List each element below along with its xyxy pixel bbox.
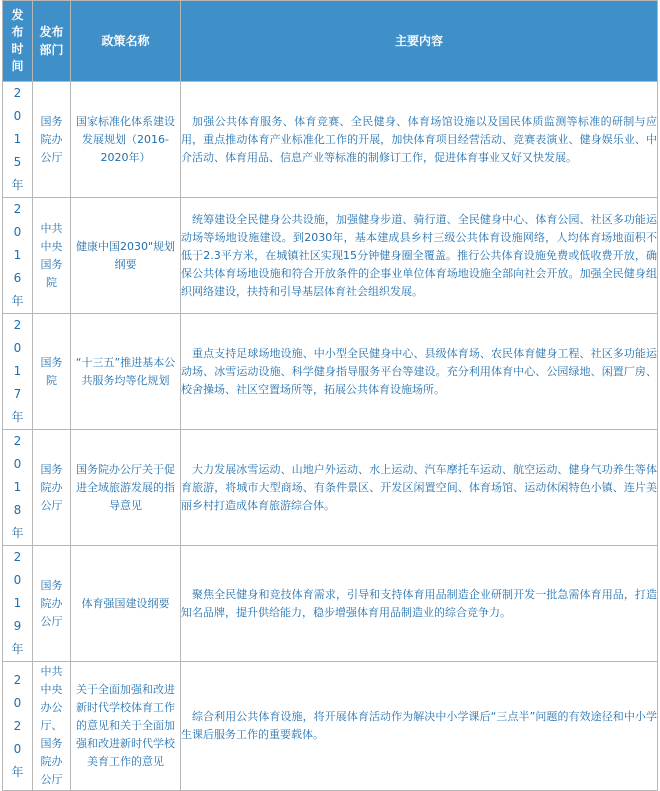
content-cell: 重点支持足球场地设施、中小型全民健身中心、县级体育场、农民体育健身工程、社区多功能运动场、冰雪运动设施、科学健身指导服务平台等建设。充分利用体育中心、公园绿地、闲置厂房、校舍操场、社区空置场所等，拓展公共体育设施场所。 xyxy=(181,314,658,430)
header-content: 主要内容 xyxy=(181,1,658,82)
policy-name-cell: “十三五”推进基本公共服务均等化规划 xyxy=(71,314,181,430)
content-cell: 加强公共体育服务、体育竞赛、全民健身、体育场馆设施以及国民体质监测等标准的研制与应用，重点推动体育产业标准化工作的开展，加快体育项目经营活动、竞赛表演业、健身娱乐业、中介活动、体育用品、信息产业等标准的制修订工作，促进体育事业又好又快发展。 xyxy=(181,82,658,198)
year-cell: 2020年 xyxy=(3,662,33,791)
year-cell: 2017年 xyxy=(3,314,33,430)
header-year: 发布时间 xyxy=(3,1,33,82)
policy-table xyxy=(2,0,658,791)
policy-name-cell: 体育强国建设纲要 xyxy=(71,546,181,662)
year-cell: 2018年 xyxy=(3,430,33,546)
table-row xyxy=(3,662,658,791)
header-row xyxy=(3,1,658,82)
header-name: 政策名称 xyxy=(71,1,181,82)
dept-cell: 中共中央办公厅、国务院办公厅 xyxy=(33,662,71,791)
content-cell: 大力发展冰雪运动、山地户外运动、水上运动、汽车摩托车运动、航空运动、健身气功养生等体育旅游，将城市大型商场、有条件景区、开发区闲置空间、体育场馆、运动休闲特色小镇、连片美丽乡村打造成体育旅游综合体。 xyxy=(181,430,658,546)
year-cell: 2016年 xyxy=(3,198,33,314)
content-cell: 聚焦全民健身和竞技体育需求，引导和支持体育用品制造企业研制开发一批急需体育用品，打造知名品牌，提升供给能力，稳步增强体育用品制造业的综合竞争力。 xyxy=(181,546,658,662)
year-cell: 2015年 xyxy=(3,82,33,198)
year-cell: 2019年 xyxy=(3,546,33,662)
dept-cell: 国务院办公厅 xyxy=(33,546,71,662)
content-cell: 统筹建设全民健身公共设施，加强健身步道、骑行道、全民健身中心、体育公园、社区多功能运动场等场地设施建设。到2030年，基本建成县乡村三级公共体育设施网络，人均体育场地面积不低于2.3平方米，在城镇社区实现15分钟健身圈全覆盖。推行公共体育设施免费或低收费开放，确保公共体育场地设施和符合开放条件的企事业单位体育场地设施全部向社会开放。加强全民健身组织网络建设，扶持和引导基层体育社会组织发展。 xyxy=(181,198,658,314)
dept-cell: 国务院办公厅 xyxy=(33,430,71,546)
table-row xyxy=(3,430,658,546)
policy-name-cell: 国务院办公厅关于促进全域旅游发展的指导意见 xyxy=(71,430,181,546)
dept-cell: 中共中央国务院 xyxy=(33,198,71,314)
table-row xyxy=(3,198,658,314)
table-row xyxy=(3,546,658,662)
dept-cell: 国务院 xyxy=(33,314,71,430)
policy-name-cell: 关于全面加强和改进新时代学校体育工作的意见和关于全面加强和改进新时代学校美育工作的意见 xyxy=(71,662,181,791)
dept-cell: 国务院办公厅 xyxy=(33,82,71,198)
content-cell: 综合利用公共体育设施，将开展体育活动作为解决中小学课后“三点半”问题的有效途径和中小学生课后服务工作的重要载体。 xyxy=(181,662,658,791)
policy-name-cell: 健康中国2030"规划纲要 xyxy=(71,198,181,314)
table-row xyxy=(3,314,658,430)
header-dept: 发布部门 xyxy=(33,1,71,82)
table-row xyxy=(3,82,658,198)
policy-name-cell: 国家标准化体系建设发展规划（2016-2020年） xyxy=(71,82,181,198)
